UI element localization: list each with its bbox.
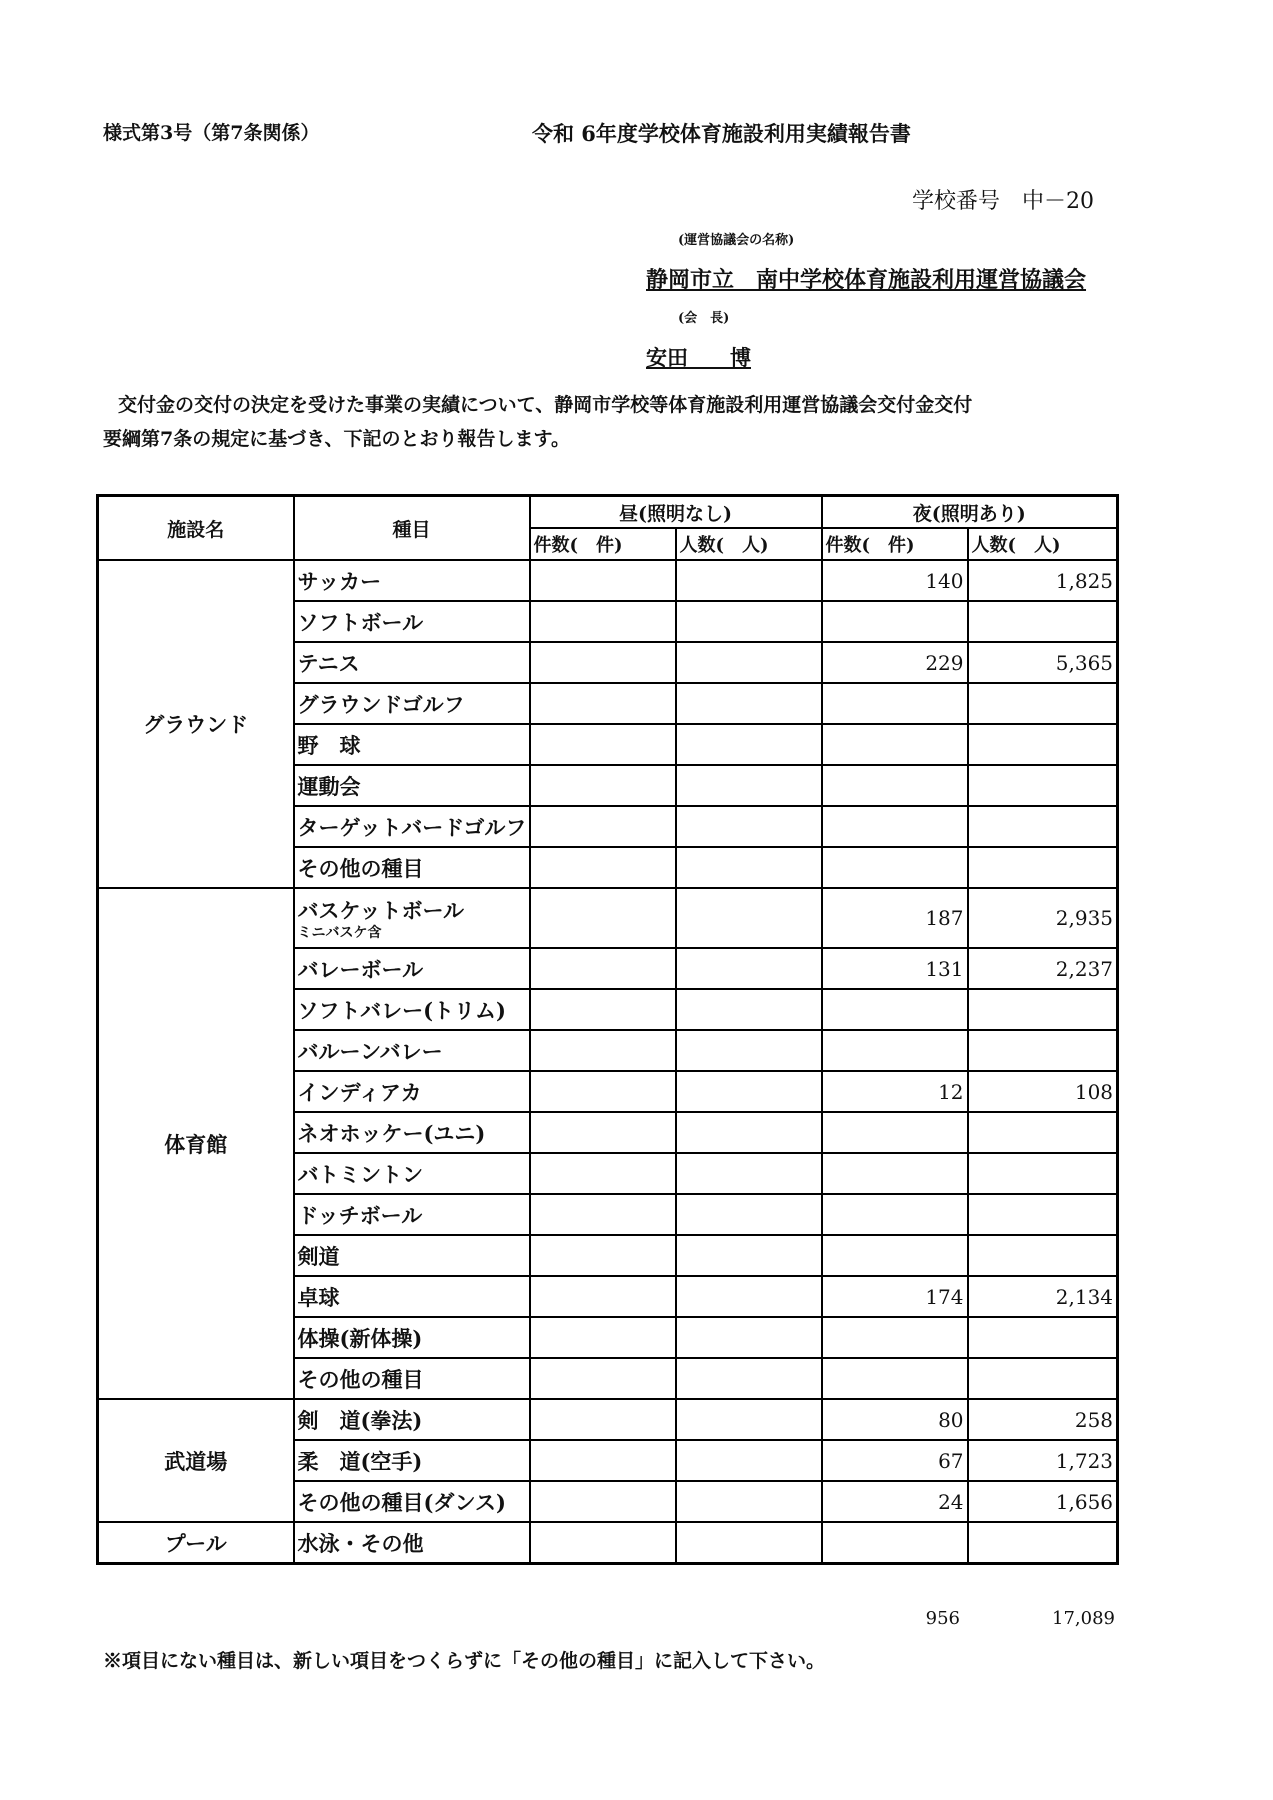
day-people-header: 人数( 人): [676, 528, 822, 560]
night-count-cell: 12: [822, 1071, 968, 1112]
sport-name: ネオホッケー(ユニ): [297, 1120, 486, 1146]
day-header: 昼(照明なし): [530, 496, 822, 529]
facility-name: プール: [98, 1522, 294, 1564]
night-people-cell: [968, 601, 1118, 642]
day-people-cell: [676, 948, 822, 989]
day-count-cell: [530, 1358, 676, 1399]
sport-name: その他の種目: [297, 1366, 424, 1392]
body-text-line-2: 要綱第7条の規定に基づき、下記のとおり報告します。: [103, 428, 570, 450]
sport-cell: [294, 1317, 530, 1358]
night-people-cell: 2,935: [968, 888, 1118, 948]
day-people-cell: [676, 1235, 822, 1276]
sport-name: 体操(新体操): [297, 1325, 423, 1351]
day-count-cell: [530, 1399, 676, 1440]
night-people-cell: [968, 1030, 1118, 1071]
day-count-cell: [530, 1481, 676, 1522]
sport-cell: [294, 847, 530, 888]
night-count-cell: [822, 601, 968, 642]
facility-name: 体育館: [98, 888, 294, 1399]
sport-cell: [294, 1440, 530, 1481]
sport-cell: [294, 601, 530, 642]
sport-cell: [294, 1276, 530, 1317]
night-count-cell: [822, 1112, 968, 1153]
sport-header: 種目: [294, 496, 530, 561]
sport-cell: [294, 765, 530, 806]
sport-cell: [294, 642, 530, 683]
day-count-cell: [530, 1112, 676, 1153]
sport-cell: [294, 560, 530, 601]
sport-cell: [294, 1030, 530, 1071]
night-people-cell: 5,365: [968, 642, 1118, 683]
day-count-cell: [530, 1235, 676, 1276]
night-people-cell: [968, 683, 1118, 724]
day-people-cell: [676, 1030, 822, 1071]
sport-name: ドッチボール: [297, 1202, 423, 1228]
day-count-cell: [530, 806, 676, 847]
sport-cell: [294, 1153, 530, 1194]
night-people-cell: [968, 1112, 1118, 1153]
sport-cell: [294, 1522, 530, 1564]
day-count-cell: [530, 1276, 676, 1317]
night-people-cell: 1,723: [968, 1440, 1118, 1481]
day-people-cell: [676, 1399, 822, 1440]
day-people-cell: [676, 724, 822, 765]
night-people-cell: [968, 806, 1118, 847]
day-count-cell: [530, 1153, 676, 1194]
usage-report-table: [96, 494, 1119, 1565]
sport-name: バスケットボール: [297, 898, 465, 923]
day-people-cell: [676, 806, 822, 847]
table-row: [98, 1522, 1118, 1564]
sport-name: バレーボール: [297, 956, 424, 982]
sport-note: ミニバスケ含: [297, 925, 382, 941]
day-people-cell: [676, 1481, 822, 1522]
night-people-cell: [968, 1235, 1118, 1276]
night-count-cell: 229: [822, 642, 968, 683]
sport-name: 水泳・その他: [297, 1530, 424, 1556]
day-people-cell: [676, 683, 822, 724]
sport-name: バルーンバレー: [297, 1038, 443, 1064]
form-number: 様式第3号（第7条関係）: [103, 122, 320, 144]
night-count-cell: 80: [822, 1399, 968, 1440]
body-text-line-1: 交付金の交付の決定を受けた事業の実績について、静岡市学校等体育施設利用運営協議会交付金交付: [118, 394, 973, 416]
day-count-header: 件数( 件): [530, 528, 676, 560]
total-night-count: 956: [925, 1608, 960, 1629]
sport-name: 剣道: [297, 1243, 340, 1269]
chair-label: (会 長): [678, 311, 730, 326]
night-count-cell: [822, 989, 968, 1030]
day-count-cell: [530, 601, 676, 642]
sport-cell: [294, 989, 530, 1030]
day-people-cell: [676, 888, 822, 948]
sport-name: 卓球: [297, 1284, 340, 1310]
sport-cell: [294, 1071, 530, 1112]
night-count-cell: [822, 1358, 968, 1399]
day-people-cell: [676, 1317, 822, 1358]
sport-name: サッカー: [297, 568, 382, 594]
day-count-cell: [530, 1071, 676, 1112]
day-count-cell: [530, 1522, 676, 1564]
night-count-cell: [822, 1153, 968, 1194]
night-count-cell: [822, 806, 968, 847]
sport-name: ターゲットバードゴルフ: [297, 814, 527, 840]
night-people-cell: [968, 1317, 1118, 1358]
night-people-cell: [968, 1153, 1118, 1194]
night-count-header: 件数( 件): [822, 528, 968, 560]
day-people-cell: [676, 1153, 822, 1194]
sport-name: ソフトバレー(トリム): [297, 997, 506, 1023]
day-people-cell: [676, 765, 822, 806]
day-count-cell: [530, 683, 676, 724]
night-count-cell: [822, 847, 968, 888]
chair-name: 安田 博: [646, 345, 751, 370]
night-people-cell: 2,134: [968, 1276, 1118, 1317]
day-count-cell: [530, 642, 676, 683]
night-people-cell: [968, 989, 1118, 1030]
day-count-cell: [530, 765, 676, 806]
table-row: [98, 1399, 1118, 1440]
sport-cell: [294, 1235, 530, 1276]
night-count-cell: 140: [822, 560, 968, 601]
sport-cell: [294, 683, 530, 724]
sport-cell: [294, 1481, 530, 1522]
night-people-cell: 2,237: [968, 948, 1118, 989]
school-number: 学校番号 中－20: [912, 189, 1094, 214]
day-count-cell: [530, 1030, 676, 1071]
night-count-cell: 131: [822, 948, 968, 989]
sport-name: テニス: [297, 650, 360, 676]
sport-cell: [294, 1194, 530, 1235]
day-people-cell: [676, 1276, 822, 1317]
day-people-cell: [676, 601, 822, 642]
day-count-cell: [530, 1194, 676, 1235]
night-people-cell: 1,656: [968, 1481, 1118, 1522]
day-people-cell: [676, 1440, 822, 1481]
sport-name: グラウンドゴルフ: [297, 691, 465, 717]
day-people-cell: [676, 1522, 822, 1564]
night-people-header: 人数( 人): [968, 528, 1118, 560]
day-people-cell: [676, 560, 822, 601]
council-label: (運営協議会の名称): [678, 233, 795, 248]
night-people-cell: [968, 847, 1118, 888]
sport-name: バトミントン: [297, 1161, 424, 1187]
day-people-cell: [676, 642, 822, 683]
night-count-cell: [822, 765, 968, 806]
council-name: 静岡市立 南中学校体育施設利用運営協議会: [646, 267, 1087, 293]
day-count-cell: [530, 948, 676, 989]
day-count-cell: [530, 724, 676, 765]
night-count-cell: 174: [822, 1276, 968, 1317]
table-row: [98, 888, 1118, 948]
sport-name: 剣 道(拳法): [297, 1407, 423, 1433]
night-header: 夜(照明あり): [822, 496, 1118, 529]
night-count-cell: [822, 724, 968, 765]
sport-cell: [294, 1112, 530, 1153]
sport-cell: [294, 724, 530, 765]
day-people-cell: [676, 1071, 822, 1112]
night-people-cell: [968, 724, 1118, 765]
total-night-people: 17,089: [1052, 1608, 1115, 1629]
night-count-cell: 187: [822, 888, 968, 948]
night-count-cell: [822, 1522, 968, 1564]
footer-note: ※項目にない種目は、新しい項目をつくらずに「その他の種目」に記入して下さい。: [103, 1650, 826, 1672]
night-count-cell: [822, 1194, 968, 1235]
night-people-cell: [968, 765, 1118, 806]
document-title: 令和 6年度学校体育施設利用実績報告書: [532, 121, 911, 146]
night-people-cell: [968, 1358, 1118, 1399]
sport-name: 野 球: [297, 732, 361, 758]
sport-name: ソフトボール: [297, 609, 424, 635]
sport-name: 柔 道(空手): [297, 1448, 423, 1474]
day-people-cell: [676, 847, 822, 888]
day-count-cell: [530, 1317, 676, 1358]
sport-cell: [294, 948, 530, 989]
facility-name: グラウンド: [98, 560, 294, 888]
night-people-cell: 108: [968, 1071, 1118, 1112]
night-count-cell: [822, 683, 968, 724]
day-count-cell: [530, 560, 676, 601]
night-count-cell: [822, 1317, 968, 1358]
sport-name: その他の種目: [297, 855, 424, 881]
night-count-cell: [822, 1235, 968, 1276]
night-people-cell: 258: [968, 1399, 1118, 1440]
night-count-cell: 24: [822, 1481, 968, 1522]
day-people-cell: [676, 989, 822, 1030]
sport-name: 運動会: [297, 773, 361, 799]
sport-name: その他の種目(ダンス): [297, 1489, 506, 1515]
facility-name: 武道場: [98, 1399, 294, 1522]
sport-name: インディアカ: [297, 1079, 422, 1105]
day-people-cell: [676, 1194, 822, 1235]
sport-cell: [294, 806, 530, 847]
night-people-cell: 1,825: [968, 560, 1118, 601]
sport-cell: [294, 1399, 530, 1440]
day-count-cell: [530, 989, 676, 1030]
day-count-cell: [530, 888, 676, 948]
day-count-cell: [530, 1440, 676, 1481]
day-count-cell: [530, 847, 676, 888]
day-people-cell: [676, 1112, 822, 1153]
night-people-cell: [968, 1194, 1118, 1235]
sport-cell: [294, 1358, 530, 1399]
night-count-cell: 67: [822, 1440, 968, 1481]
day-people-cell: [676, 1358, 822, 1399]
sport-cell: [294, 888, 530, 948]
night-count-cell: [822, 1030, 968, 1071]
night-people-cell: [968, 1522, 1118, 1564]
table-row: [98, 560, 1118, 601]
facility-header: 施設名: [98, 496, 294, 561]
